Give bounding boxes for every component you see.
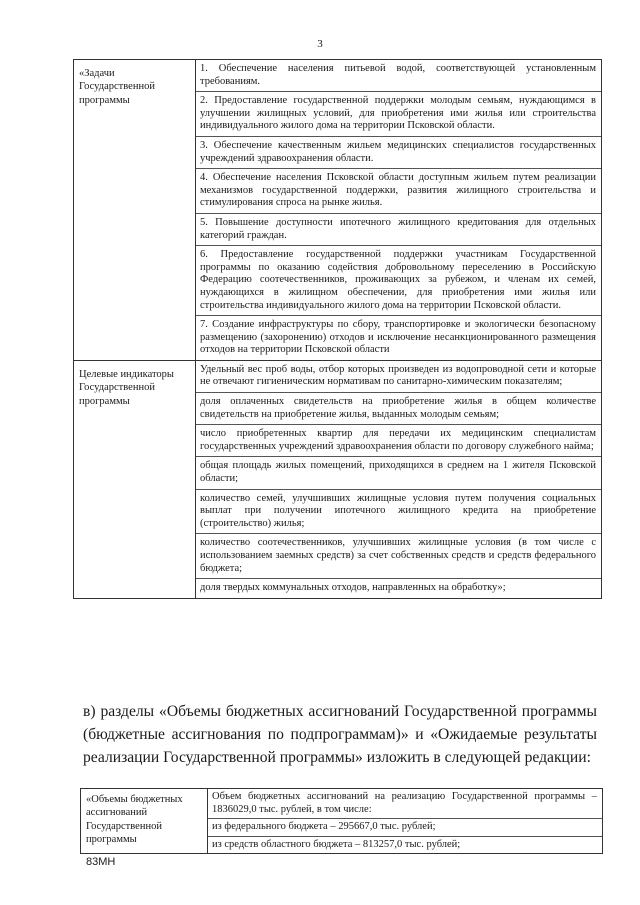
- task-item: 6. Предоставление государственной поддержки участникам Государственной программы по оказанию содействия добровольному переселению в Российскую Федерацию соотечественников, проживающих за рубежом, и членам их семей, нуждающихся в жилищном обеспечении, для приобретения ими жилья или строительства индивидуального жилого дома на территории Псковской области.: [196, 245, 601, 315]
- indicators-label: Целевые индикаторы Государственной программы: [74, 360, 196, 598]
- budget-content: [208, 789, 603, 854]
- indicator-item: количество семей, улучшивших жилищные условия путем получения социальных выплат при получении ипотечного жилищного кредита на приобретение (строительство) жилья;: [196, 489, 601, 534]
- budget-table: [80, 788, 603, 854]
- program-passport-table: [73, 59, 602, 599]
- task-item: 7. Создание инфраструктуры по сбору, транспортировке и экологически безопасному размещению (захоронению) отходов и исключение несанкционированного размещения отходов на территории Псковской области: [196, 315, 601, 360]
- indicators-row: [74, 360, 602, 598]
- tasks-content: [196, 60, 602, 361]
- budget-label: «Объемы бюджетных ассигнований Государственной программы: [81, 789, 208, 854]
- task-item: 1. Обеспечение населения питьевой водой, соответствующей установленным требованиям.: [200, 63, 596, 87]
- indicator-item: доля твердых коммунальных отходов, направленных на обработку»;: [196, 578, 601, 598]
- indicator-item: Удельный вес проб воды, отбор которых произведен из водопроводной сети и которые не отвечают гигиеническим нормативам по санитарно-химическим показателям;: [200, 363, 596, 388]
- budget-row: [81, 789, 603, 854]
- indicators-content: [196, 360, 602, 598]
- task-item: 3. Обеспечение качественным жильем медицинских специалистов государственных учреждений здравоохранения области.: [196, 136, 601, 168]
- tasks-label: «Задачи Государственной программы: [74, 60, 196, 361]
- document-code: 83МН: [86, 856, 116, 868]
- task-item: 5. Повышение доступности ипотечного жилищного кредитования для отдельных категорий граждан.: [196, 213, 601, 245]
- indicator-item: число приобретенных квартир для передачи их медицинским специалистам государственных учреждений здравоохранения области по договору служебного найма;: [196, 424, 601, 456]
- indicator-item: количество соотечественников, улучшивших жилищные условия (в том числе с использованием заемных средств) за счет собственных средств и средств федерального бюджета;: [196, 533, 601, 578]
- amendment-paragraph: в) разделы «Объемы бюджетных ассигнований Государственной программы (бюджетные ассигнования по подпрограммам)» и «Ожидаемые результаты реализации Государственной программы» изложить в следующей редакции:: [83, 703, 597, 766]
- budget-item: Объем бюджетных ассигнований на реализацию Государственной программы – 1836029,0 тыс. рублей, в том числе:: [212, 791, 597, 815]
- budget-item: из федерального бюджета – 295667,0 тыс. рублей;: [208, 818, 602, 836]
- budget-item: из средств областного бюджета – 813257,0 тыс. рублей;: [208, 836, 602, 854]
- page-number: 3: [317, 38, 323, 50]
- indicator-item: доля оплаченных свидетельств на приобретение жилья в общем количестве свидетельств на приобретение жилья, выданных молодым семьям;: [196, 392, 601, 424]
- indicator-item: общая площадь жилых помещений, приходящихся в среднем на 1 жителя Псковской области;: [196, 456, 601, 488]
- task-item: 2. Предоставление государственной поддержки молодым семьям, нуждающимся в улучшении жилищных условий, для приобретения ими жилья или строительства индивидуального жилого дома на территории Псковской области.: [196, 91, 601, 136]
- tasks-row: [74, 60, 602, 361]
- task-item: 4. Обеспечение населения Псковской области доступным жильем путем реализации механизмов государственной поддержки, развития жилищного строительства и стимулирования спроса на рынке жилья.: [196, 168, 601, 213]
